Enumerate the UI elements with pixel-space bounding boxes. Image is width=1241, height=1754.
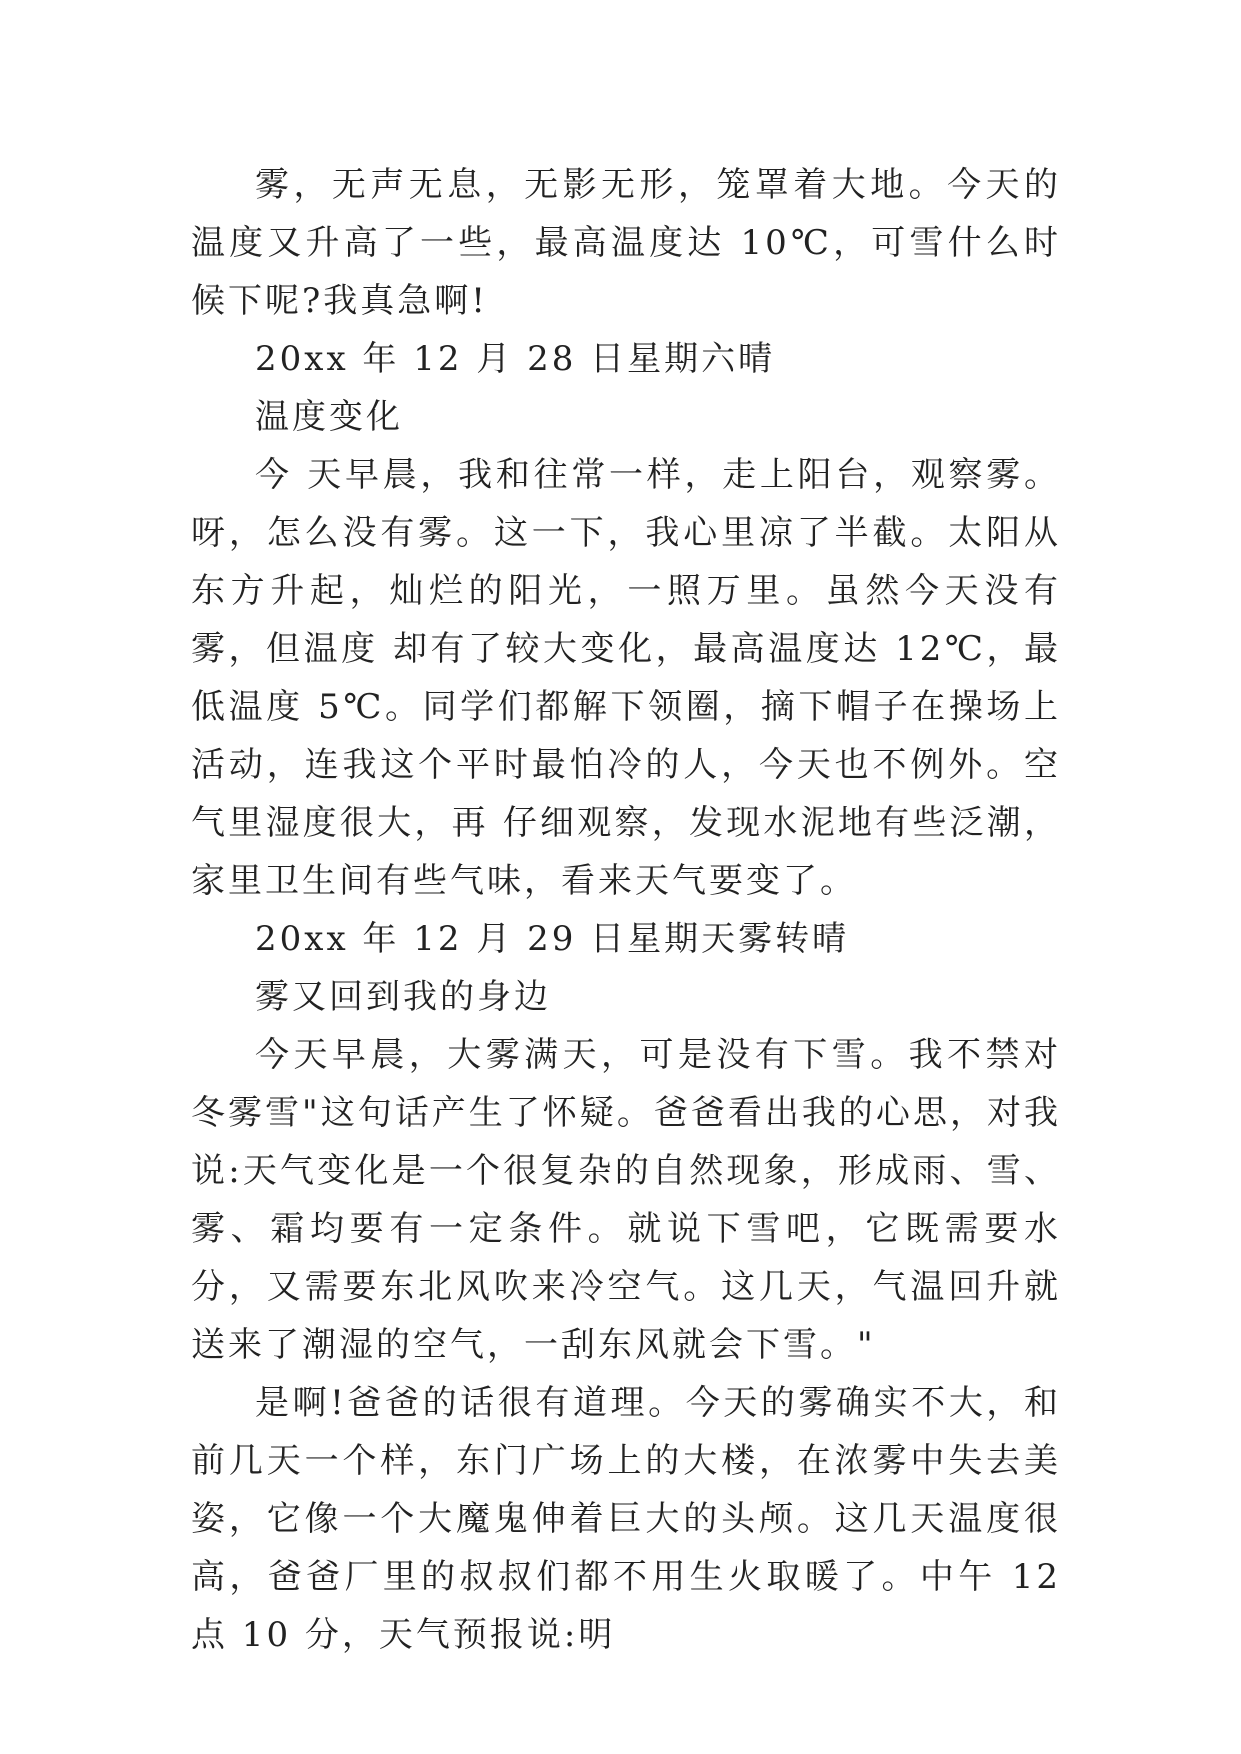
paragraph-father-words: 是啊!爸爸的话很有道理。今天的雾确实不大，和前几天一个样，东门广场上的大楼，在浓雾中失去美姿，它像一个大魔鬼伸着巨大的头颅。这几天温度很高，爸爸厂里的叔叔们都不用生火取暖了。中午 12 点 10 分，天气预报说:明 xyxy=(191,1383,1061,1655)
section-title-temperature-change: 温度变化 xyxy=(255,397,403,437)
diary-date-dec-28: 20xx 年 12 月 28 日星期六晴 xyxy=(255,339,776,379)
paragraph-fog-returns: 今天早晨，大雾满天，可是没有下雪。我不禁对冬雾雪"这句话产生了怀疑。爸爸看出我的心思，对我说:天气变化是一个很复杂的自然现象，形成雨、雪、雾、霜均要有一定条件。就说下雪吧，它既需要水分，又需要东北风吹来冷空气。这几天，气温回升就送来了潮湿的空气，一刮东风就会下雪。" xyxy=(191,1035,1061,1365)
section-title-fog-returns: 雾又回到我的身边 xyxy=(255,977,551,1017)
paragraph-fog-intro: 雾，无声无息，无影无形，笼罩着大地。今天的温度又升高了一些，最高温度达 10℃，可雪什么时候下呢?我真急啊! xyxy=(191,165,1061,321)
paragraph-temperature-change: 今 天早晨，我和往常一样，走上阳台，观察雾。呀，怎么没有雾。这一下，我心里凉了半截。太阳从东方升起，灿烂的阳光，一照万里。虽然今天没有雾，但温度 却有了较大变化，最高温度达 12℃，最低温度 5℃。同学们都解下领圈，摘下帽子在操场上活动，连我这个平时最怕冷的人，今天也不例外。空气里湿度很大，再 仔细观察，发现水泥地有些泛潮，家里卫生间有些气味，看来天气要变了。 xyxy=(191,455,1061,901)
document-body xyxy=(191,156,1061,1664)
diary-date-dec-29: 20xx 年 12 月 29 日星期天雾转晴 xyxy=(255,919,850,959)
